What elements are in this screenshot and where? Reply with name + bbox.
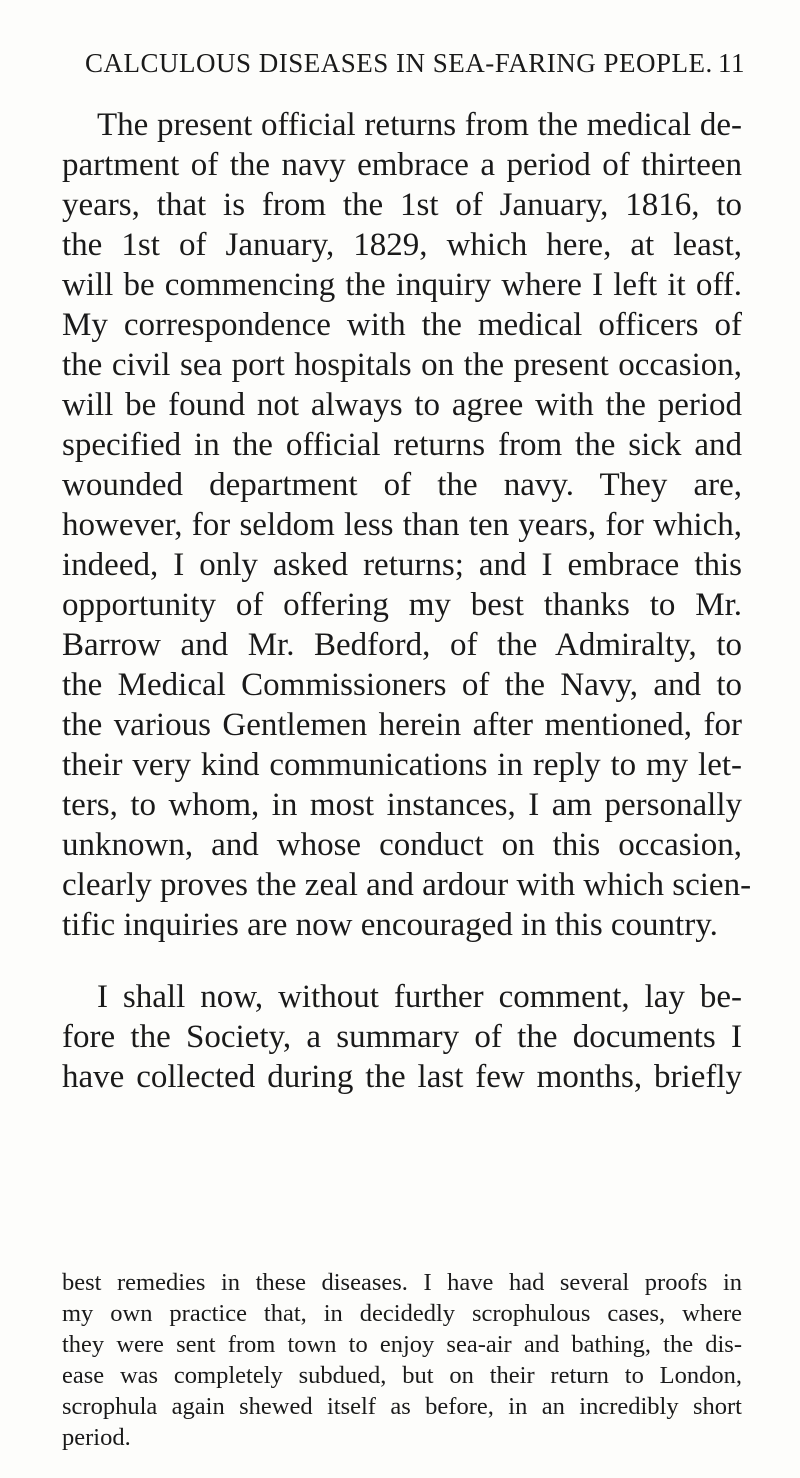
- paragraph-1: [62, 105, 752, 945]
- text-line: tific inquiries are now encouraged in this country.: [62, 907, 718, 943]
- footnote-line: my own practice that, in decidedly scrophulous cases, where: [62, 1300, 742, 1327]
- text-line: Barrow and Mr. Bedford, of the Admiralty, to: [62, 627, 742, 663]
- text-line: the various Gentlemen herein after mentioned, for: [62, 707, 742, 743]
- text-line: the Medical Commissioners of the Navy, and to: [62, 667, 742, 703]
- text-line: have collected during the last few months, briefly: [62, 1059, 742, 1095]
- footnote: [62, 1267, 742, 1453]
- text-line: fore the Society, a summary of the documents I: [62, 1019, 742, 1055]
- paragraph-gap: [62, 945, 742, 977]
- text-line: years, that is from the 1st of January, 1816, to: [62, 187, 742, 223]
- text-line: wounded department of the navy. They are,: [62, 467, 742, 503]
- text-line: ters, to whom, in most instances, I am personally: [62, 787, 742, 823]
- text-line: will be found not always to agree with the period: [62, 387, 742, 423]
- footnote-line: period.: [62, 1424, 131, 1451]
- text-line: opportunity of offering my best thanks to Mr.: [62, 587, 742, 623]
- text-line: however, for seldom less than ten years, for which,: [62, 507, 742, 543]
- running-head: [85, 48, 745, 88]
- text-line: specified in the official returns from the sick and: [62, 427, 742, 463]
- text-line: the 1st of January, 1829, which here, at least,: [62, 227, 742, 263]
- footnote-line: ease was completely subdued, but on their return to London,: [62, 1362, 742, 1389]
- text-line: I shall now, without further comment, lay be-: [97, 979, 742, 1015]
- text-line: My correspondence with the medical officers of: [62, 307, 742, 343]
- text-line: The present official returns from the medical de-: [97, 107, 742, 143]
- text-line: clearly proves the zeal and ardour with which scien-: [62, 867, 752, 903]
- page-number: 11: [718, 48, 745, 78]
- footnote-line: best remedies in these diseases. I have had several proofs in: [62, 1269, 742, 1296]
- text-line: partment of the navy embrace a period of thirteen: [62, 147, 742, 183]
- footnote-line: scrophula again shewed itself as before, in an incredibly short: [62, 1393, 742, 1420]
- body-text: [62, 105, 752, 1097]
- text-line: their very kind communications in reply to my let-: [62, 747, 742, 783]
- text-line: will be commencing the inquiry where I left it off.: [62, 267, 742, 303]
- text-line: the civil sea port hospitals on the present occasion,: [62, 347, 742, 383]
- paragraph-2: [62, 977, 742, 1097]
- footnote-line: they were sent from town to enjoy sea-air and bathing, the dis-: [62, 1331, 742, 1358]
- text-line: unknown, and whose conduct on this occasion,: [62, 827, 742, 863]
- text-line: indeed, I only asked returns; and I embrace this: [62, 547, 742, 583]
- running-title: CALCULOUS DISEASES IN SEA-FARING PEOPLE.: [85, 48, 713, 78]
